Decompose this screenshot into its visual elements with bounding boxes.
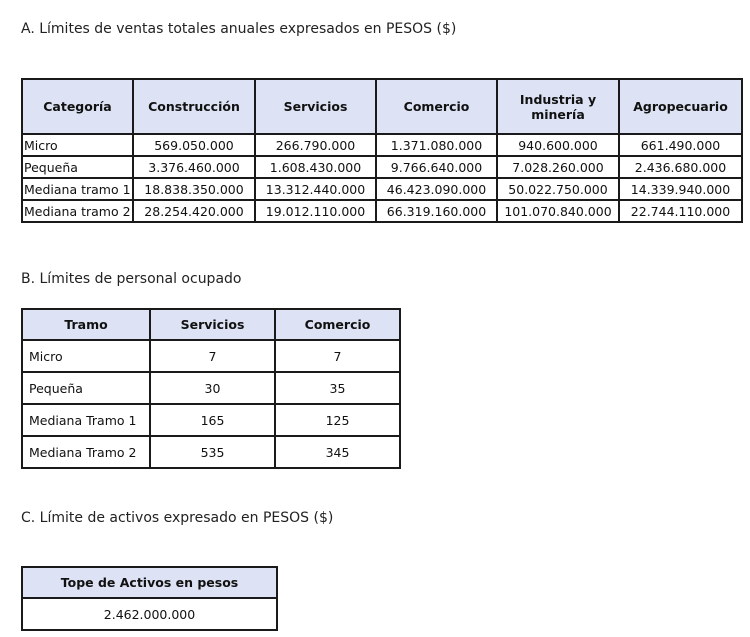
table-cell: 46.423.090.000 <box>376 178 497 200</box>
col-header-comercio: Comercio <box>376 79 497 134</box>
table-cell: Pequeña <box>22 372 150 404</box>
personnel-limits-table <box>21 308 401 469</box>
table-cell: 266.790.000 <box>255 134 376 156</box>
table-cell: 569.050.000 <box>133 134 255 156</box>
section-a-title: A. Límites de ventas totales anuales expresados en PESOS ($) <box>21 21 457 37</box>
col-header-categoria: Categoría <box>22 79 133 134</box>
table-cell: 125 <box>275 404 400 436</box>
table-cell: Micro <box>22 340 150 372</box>
col-header-tramo: Tramo <box>22 309 150 340</box>
table-row <box>22 404 400 436</box>
table-cell: Mediana tramo 1 <box>22 178 133 200</box>
table-cell: 940.600.000 <box>497 134 619 156</box>
col-header-servicios: Servicios <box>255 79 376 134</box>
table-cell: 345 <box>275 436 400 468</box>
table-cell: 7 <box>150 340 275 372</box>
section-b-title: B. Límites de personal ocupado <box>21 271 242 287</box>
table-cell: 1.371.080.000 <box>376 134 497 156</box>
table-cell: 66.319.160.000 <box>376 200 497 222</box>
table-row <box>22 436 400 468</box>
table-cell: 7.028.260.000 <box>497 156 619 178</box>
table-cell: 1.608.430.000 <box>255 156 376 178</box>
col-header-tope-activos: Tope de Activos en pesos <box>22 567 277 598</box>
table-header-row <box>22 567 277 598</box>
col-header-comercio: Comercio <box>275 309 400 340</box>
section-c-title: C. Límite de activos expresado en PESOS ($) <box>21 510 334 526</box>
table-cell: 18.838.350.000 <box>133 178 255 200</box>
table-row <box>22 340 400 372</box>
table-cell: 22.744.110.000 <box>619 200 742 222</box>
table-cell: Pequeña <box>22 156 133 178</box>
table-cell: 661.490.000 <box>619 134 742 156</box>
assets-limit-table <box>21 566 278 631</box>
table-cell: 9.766.640.000 <box>376 156 497 178</box>
table-cell: Mediana Tramo 2 <box>22 436 150 468</box>
col-header-agropecuario: Agropecuario <box>619 79 742 134</box>
table-cell: 30 <box>150 372 275 404</box>
table-cell: 3.376.460.000 <box>133 156 255 178</box>
table-cell: Mediana Tramo 1 <box>22 404 150 436</box>
table-cell: 165 <box>150 404 275 436</box>
table-cell: 19.012.110.000 <box>255 200 376 222</box>
table-cell: 28.254.420.000 <box>133 200 255 222</box>
table-cell: Mediana tramo 2 <box>22 200 133 222</box>
table-cell: 35 <box>275 372 400 404</box>
table-cell: 7 <box>275 340 400 372</box>
table-cell: 2.462.000.000 <box>22 598 277 630</box>
col-header-construccion: Construcción <box>133 79 255 134</box>
table-header-row <box>22 309 400 340</box>
table-cell: 2.436.680.000 <box>619 156 742 178</box>
table-cell: Micro <box>22 134 133 156</box>
table-cell: 14.339.940.000 <box>619 178 742 200</box>
table-row <box>22 134 742 156</box>
table-header-row <box>22 79 742 134</box>
sales-limits-table <box>21 78 743 223</box>
table-row <box>22 156 742 178</box>
table-cell: 13.312.440.000 <box>255 178 376 200</box>
table-row <box>22 200 742 222</box>
col-header-servicios: Servicios <box>150 309 275 340</box>
table-row <box>22 598 277 630</box>
table-row <box>22 178 742 200</box>
table-cell: 535 <box>150 436 275 468</box>
table-cell: 101.070.840.000 <box>497 200 619 222</box>
table-cell: 50.022.750.000 <box>497 178 619 200</box>
table-row <box>22 372 400 404</box>
col-header-industria: Industria y minería <box>497 79 619 134</box>
